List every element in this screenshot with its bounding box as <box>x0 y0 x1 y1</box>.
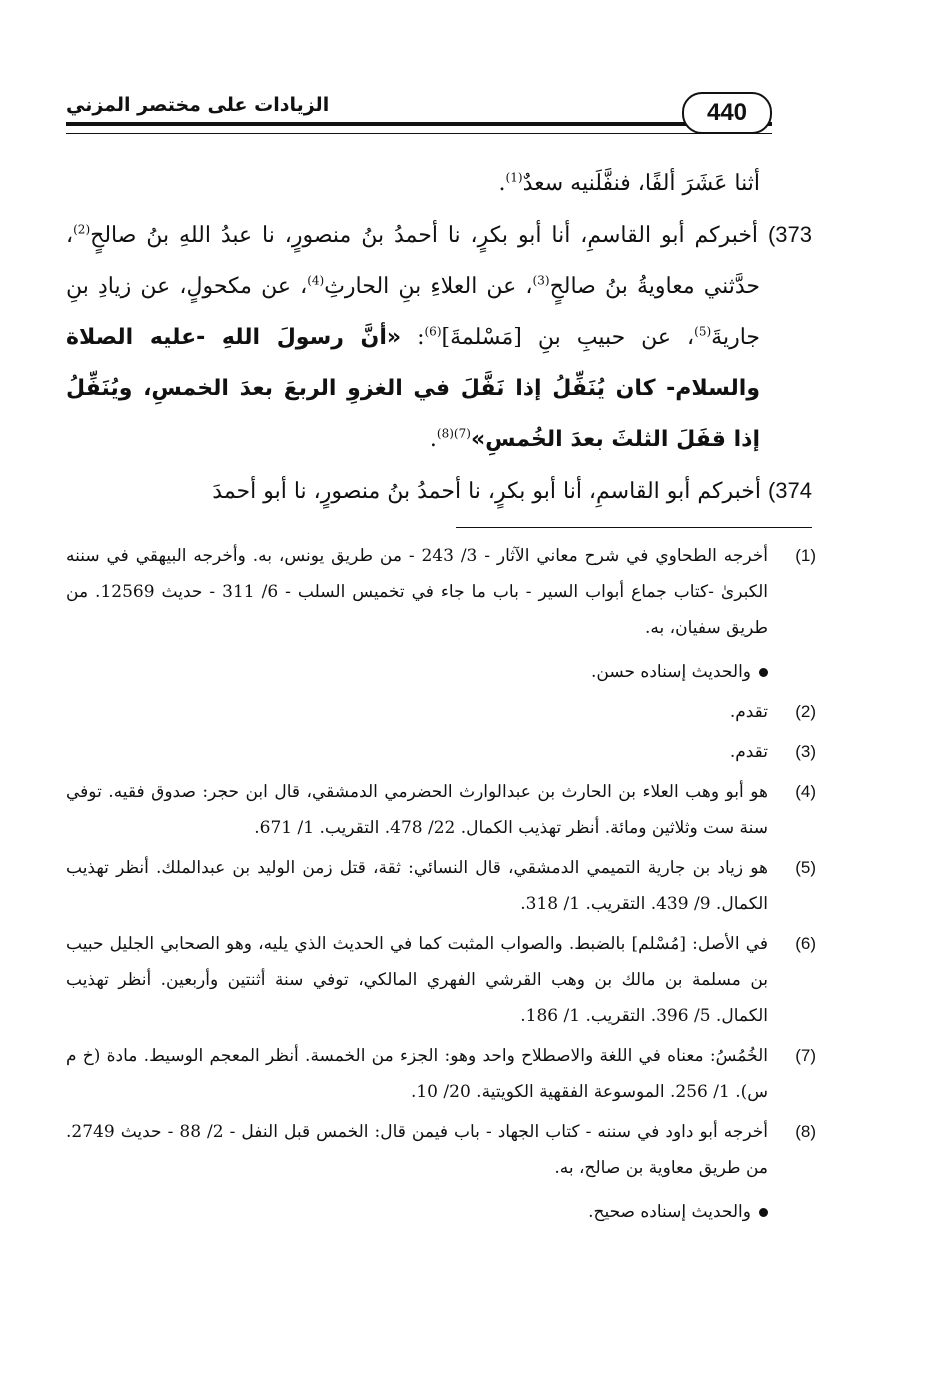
footnote-ref: (5) <box>694 324 712 339</box>
hadith-matn: «أنَّ رسولَ اللهِ -عليه الصلاة والسلام- كان يُنَفِّلُ إذا نَفَّلَ في الغزوِ الربعَ بعدَ الخمسِ، ويُنَفِّلُ إذا قفَلَ الثلثَ بعدَ الخُمسِ» <box>66 325 760 452</box>
footnote-number: (1) <box>795 546 816 565</box>
isnad-text: أخبركم أبو القاسمِ، أنا أبو بكرٍ، نا أحمدُ بنُ منصورٍ، نا عبدُ اللهِ بنُ صالحٍ <box>90 223 759 248</box>
footnote-ref: (2) <box>73 222 91 237</box>
book-title: الزيادات على مختصر المزني <box>66 94 330 116</box>
footnote-text: أخرجه الطحاوي في شرح معاني الآثار - 3/ 243 - من طريق يونس، به. وأخرجه البيهقي في سننه الكبرىٰ -كتاب جماع أبواب السير - باب ما جاء في تخميس السلب - 6/ 311 - حديث 12569. من طريق سفيان، به. <box>66 546 769 638</box>
grading-text: والحديث إسناده صحيح. <box>588 1202 751 1222</box>
footnote-5 <box>66 850 816 922</box>
footnote-number: (7) <box>795 1046 816 1065</box>
footnote-6 <box>66 926 816 1034</box>
isnad-text: ، عن حبيبِ بنِ [مَسْلمةَ] <box>441 325 695 350</box>
footnote-2 <box>66 694 816 730</box>
footnote-number: (3) <box>795 742 816 761</box>
footnotes <box>66 538 816 1234</box>
footnote-divider <box>456 527 812 528</box>
running-header <box>66 92 812 136</box>
footnote-number: (8) <box>795 1122 816 1141</box>
footnote-1-grading <box>66 654 816 690</box>
bullet-icon <box>759 668 768 677</box>
footnote-number: (2) <box>795 702 816 721</box>
hadith-374 <box>66 465 812 517</box>
footnote-text: الخُمُسُ: معناه في اللغة والاصطلاح واحد وهو: الجزء من الخمسة. أنظر المعجم الوسيط. مادة (خ م س). 1/ 256. الموسوعة الفقهية الكويتية. 20/ 10. <box>66 1046 768 1102</box>
footnote-number: (6) <box>795 934 816 953</box>
footnote-7 <box>66 1038 816 1110</box>
footnote-number: (4) <box>795 782 816 801</box>
footnote-8 <box>66 1114 816 1186</box>
footnote-text: أخرجه أبو داود في سننه - كتاب الجهاد - باب فيمن قال: الخمس قبل النفل - 2/ 88 - حديث 2749. من طريق معاوية بن صالح، به. <box>66 1122 768 1178</box>
footnote-text: هو زياد بن جارية التميمي الدمشقي، قال النسائي: ثقة، قتل زمن الوليد بن عبدالملك. أنظر تهذيب الكمال. 9/ 439. التقريب. 1/ 318. <box>66 858 768 914</box>
footnote-4 <box>66 774 816 846</box>
bullet-icon <box>759 1208 768 1217</box>
footnote-8-grading <box>66 1194 816 1230</box>
footnote-1 <box>66 538 816 646</box>
footnote-ref: (7)(8) <box>436 426 471 441</box>
paragraph-text: أثنا عَشَرَ ألفًا، فنفَّلَنيه سعدٌ <box>522 171 760 196</box>
paragraph-end: . <box>498 171 506 196</box>
isnad-text: ، عن مكحولٍ، عن زيادِ بنِ جاريةَ <box>66 274 761 350</box>
grading-text: والحديث إسناده حسن. <box>590 662 751 682</box>
page-number: 440 <box>682 92 772 134</box>
footnote-text: تقدم. <box>729 742 768 762</box>
paragraph-end: . <box>429 427 437 452</box>
footnote-text: هو أبو وهب العلاء بن الحارث بن عبدالوارث الحضرمي الدمشقي، قال ابن حجر: صدوق فقيه. توفي سنة ست وثلاثين ومائة. أنظر تهذيب الكمال. 22/ 478. التقريب. 1/ 671. <box>66 782 768 838</box>
header-rule-thin <box>66 133 772 134</box>
footnote-text: تقدم. <box>729 702 768 722</box>
hadith-number: 374) <box>767 478 812 503</box>
hadith-number: 373) <box>767 222 812 247</box>
isnad-text: ، عن العلاءِ بنِ الحارثِ <box>324 274 533 299</box>
footnote-ref: (3) <box>532 273 550 288</box>
footnote-text: في الأصل: [مُسْلم] بالضبط. والصواب المثبت كما في الحديث الذي يليه، وهو الصحابي الجليل حبيب بن مسلمة بن مالك بن وهب القرشي الفهري المالكي، توفي سنة أثنتين وأربعين. أنظر تهذيب الكمال. 5/ 396. التقريب. 1/ 186. <box>66 934 768 1026</box>
isnad-text: أخبركم أبو القاسمِ، أنا أبو بكرٍ، نا أحمدُ بنُ منصورٍ، نا أبو أحمدَ <box>212 479 761 504</box>
isnad-text: ، حدَّثني معاويةُ بنُ صالحٍ <box>66 223 760 299</box>
isnad-text: : <box>401 325 425 350</box>
footnote-ref: (4) <box>307 273 325 288</box>
header-rule <box>66 122 772 126</box>
main-text <box>66 158 812 517</box>
footnote-number: (5) <box>795 858 816 877</box>
footnote-ref: (6) <box>424 324 442 339</box>
paragraph-continuation <box>66 158 812 209</box>
hadith-373 <box>66 209 812 465</box>
footnote-3 <box>66 734 816 770</box>
footnote-ref: (1) <box>505 170 523 185</box>
